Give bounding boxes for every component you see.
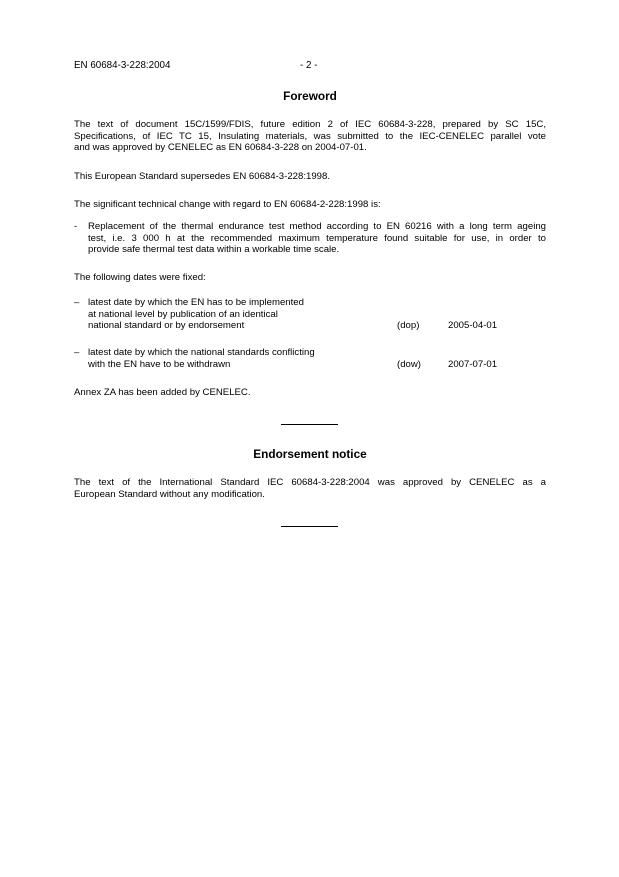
date-entry-dash: – xyxy=(74,297,80,308)
date-entry-date: 2007-07-01 xyxy=(448,358,498,370)
date-entry-dop xyxy=(74,297,546,337)
foreword-intro-paragraph xyxy=(74,119,546,154)
technical-change-line: test, i.e. 3 000 h at the recommended maximum temperature found suitable for use, in order to xyxy=(88,232,546,244)
header-page-number: - 2 - xyxy=(300,60,318,71)
date-entry-description xyxy=(88,297,388,332)
date-entry-line: latest date by which the EN has to be implemented xyxy=(88,297,304,308)
foreword-intro-line: and was approved by CENELEC as EN 60684-3-228 on 2004-07-01. xyxy=(74,142,367,154)
closing-separator-rule xyxy=(281,526,338,527)
dates-intro: The following dates were fixed: xyxy=(74,272,206,283)
endorsement-line: The text of the International Standard IEC 60684-3-228:2004 was approved by CENELEC as a xyxy=(74,477,546,488)
date-entry-date: 2005-04-01 xyxy=(448,320,498,332)
endorsement-heading: Endorsement notice xyxy=(253,447,367,461)
annex-note: Annex ZA has been added by CENELEC. xyxy=(74,387,251,398)
foreword-heading: Foreword xyxy=(283,89,337,103)
foreword-intro-line: The text of document 15C/1599/FDIS, future edition 2 of IEC 60684-3-228, prepared by SC 15C, xyxy=(74,119,546,130)
date-entry-description xyxy=(88,347,388,370)
endorsement-line: European Standard without any modification. xyxy=(74,488,265,500)
date-entry-line: national standard or by endorsement xyxy=(88,320,245,332)
header-document-id: EN 60684-3-228:2004 xyxy=(74,60,171,71)
date-entry-abbreviation: (dop) xyxy=(397,320,420,332)
technical-change-bullet-text xyxy=(88,221,546,256)
technical-change-intro: The significant technical change with regard to EN 60684-2-228:1998 is: xyxy=(74,199,381,210)
date-entry-dash: – xyxy=(74,347,80,358)
supersedes-paragraph: This European Standard supersedes EN 60684-3-228:1998. xyxy=(74,171,331,182)
date-entry-line: latest date by which the national standards conflicting xyxy=(88,347,315,358)
date-entry-line: with the EN have to be withdrawn xyxy=(88,358,231,370)
foreword-intro-line: Specifications, of IEC TC 15, Insulating materials, was submitted to the IEC-CENELEC parallel vote xyxy=(74,130,546,142)
date-entry-abbreviation: (dow) xyxy=(397,358,421,370)
technical-change-bullet-mark: - xyxy=(74,221,78,232)
date-entry-line: at national level by publication of an identical xyxy=(88,308,278,320)
endorsement-paragraph xyxy=(74,477,546,500)
technical-change-line: Replacement of the thermal endurance test method according to EN 60216 with a long term ageing xyxy=(88,221,546,232)
technical-change-line: provide safe thermal test data within a workable time scale. xyxy=(88,244,340,256)
section-separator-rule xyxy=(281,424,338,425)
date-entry-dow xyxy=(74,347,546,387)
